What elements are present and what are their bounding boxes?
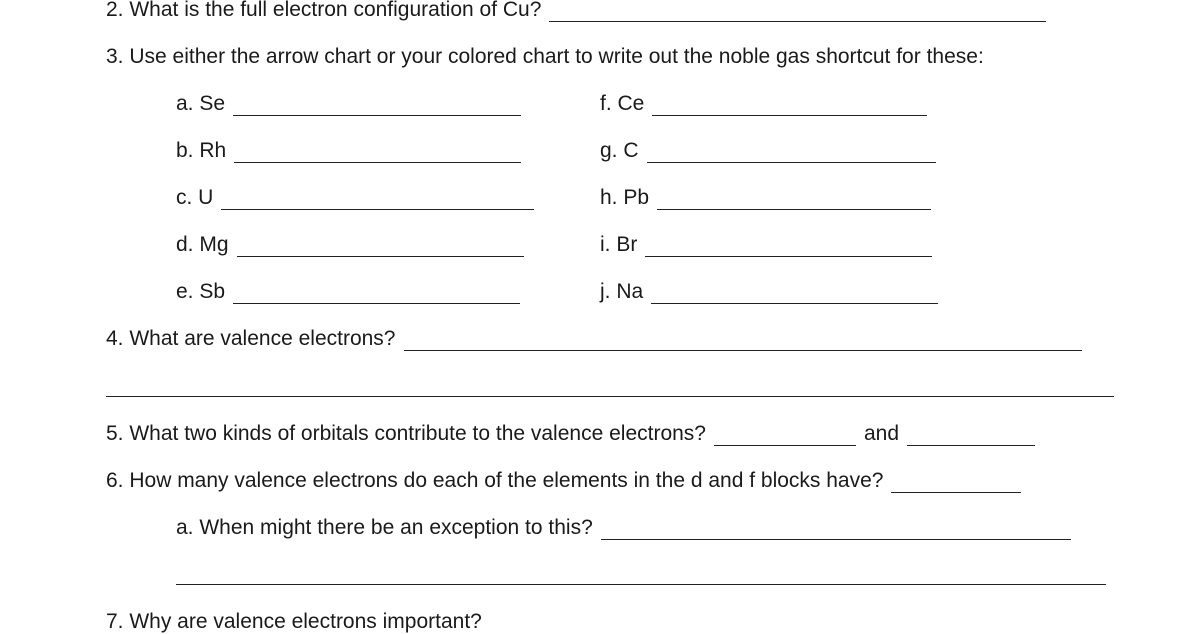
q3-item-d: [176, 231, 524, 257]
q3-item-label: b. Rh: [176, 139, 227, 162]
question-6: [106, 467, 1021, 493]
q3-item-label: g. C: [600, 139, 639, 162]
question-5-text: 5. What two kinds of orbitals contribute to the valence electrons?: [106, 422, 706, 445]
answer-blank-q6[interactable]: [891, 473, 1021, 493]
answer-blank-q2[interactable]: [549, 2, 1046, 22]
answer-blank-q3h[interactable]: [657, 190, 931, 210]
q3-item-h: [600, 184, 931, 210]
answer-blank-q3a[interactable]: [233, 96, 521, 116]
q3-item-b: [176, 137, 521, 163]
answer-blank-q5-second[interactable]: [907, 426, 1035, 446]
question-3: [106, 43, 984, 69]
q3-item-i: [600, 231, 932, 257]
answer-blank-q6a-continued[interactable]: [176, 584, 1106, 585]
q3-item-g: [600, 137, 936, 163]
q3-item-label: i. Br: [600, 233, 638, 256]
question-6a: [176, 514, 1071, 540]
answer-blank-q3b[interactable]: [234, 143, 521, 163]
q3-item-label: d. Mg: [176, 233, 229, 256]
answer-blank-q5-first[interactable]: [714, 426, 856, 446]
q3-item-label: a. Se: [176, 92, 226, 115]
answer-blank-q3g[interactable]: [647, 143, 936, 163]
answer-blank-q3e[interactable]: [233, 284, 520, 304]
answer-blank-q3j[interactable]: [651, 284, 938, 304]
question-5-joiner: and: [864, 422, 900, 445]
q3-item-c: [176, 184, 534, 210]
q3-item-label: e. Sb: [176, 280, 226, 303]
question-7-text: 7. Why are valence electrons important?: [106, 610, 482, 633]
question-5: [106, 420, 1035, 446]
question-2: [106, 0, 1046, 22]
q3-item-f: [600, 90, 927, 116]
q3-item-j: [600, 278, 938, 304]
answer-blank-q4-continued[interactable]: [106, 396, 1114, 397]
question-2-text: 2. What is the full electron configuration of Cu?: [106, 0, 542, 21]
answer-blank-q4[interactable]: [404, 331, 1082, 351]
q3-item-a: [176, 90, 521, 116]
q3-item-label: f. Ce: [600, 92, 645, 115]
question-6a-text: a. When might there be an exception to this?: [176, 516, 593, 539]
q3-item-e: [176, 278, 520, 304]
question-3-text: 3. Use either the arrow chart or your colored chart to write out the noble gas shortcut for these:: [106, 45, 984, 68]
answer-blank-q3c[interactable]: [221, 190, 534, 210]
question-7: [106, 608, 482, 634]
question-4: [106, 325, 1082, 351]
q3-item-label: h. Pb: [600, 186, 650, 209]
question-4-text: 4. What are valence electrons?: [106, 327, 396, 350]
answer-blank-q6a[interactable]: [601, 520, 1071, 540]
answer-blank-q3f[interactable]: [652, 96, 927, 116]
answer-blank-q3i[interactable]: [645, 237, 932, 257]
q3-item-label: c. U: [176, 186, 214, 209]
q3-item-label: j. Na: [600, 280, 644, 303]
answer-blank-q3d[interactable]: [237, 237, 524, 257]
question-6-text: 6. How many valence electrons do each of the elements in the d and f blocks have?: [106, 469, 884, 492]
